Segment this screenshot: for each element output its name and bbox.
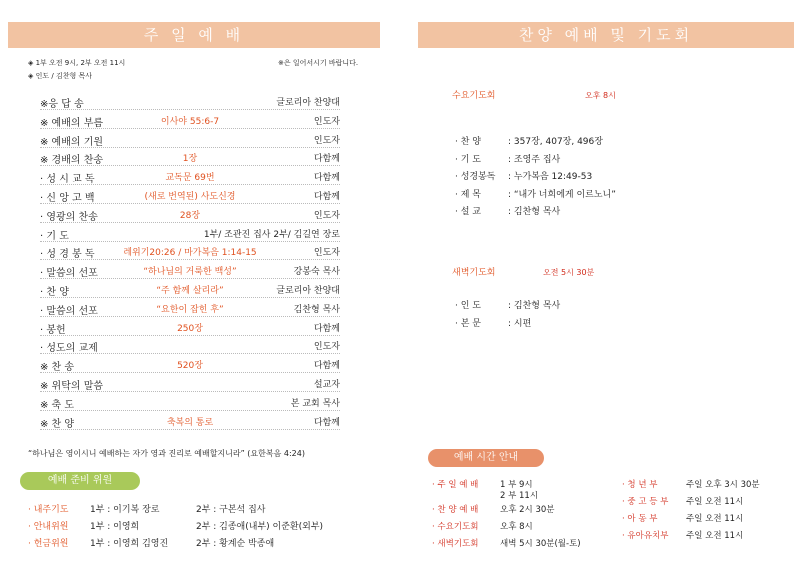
order-row bbox=[40, 93, 340, 110]
committee-role: · 안내위원 bbox=[28, 522, 69, 532]
row-divider bbox=[40, 165, 340, 166]
order-label: · 영광의 찬송 bbox=[40, 211, 98, 223]
schedule-time: 오후 2시 30분 bbox=[500, 505, 555, 515]
order-row bbox=[40, 375, 340, 392]
order-label: · 말씀의 선포 bbox=[40, 305, 98, 317]
order-row bbox=[40, 149, 340, 166]
order-detail: 이사야 55:6-7 bbox=[160, 116, 220, 127]
order-label: ※ 축 도 bbox=[40, 399, 75, 411]
schedule-time: 주일 오전 11시 bbox=[686, 514, 744, 524]
dawn-time: 오전 5시 30분 bbox=[543, 268, 595, 277]
scripture-quote: “하나님은 영이시니 예배하는 자가 영과 진리로 예배할지니라” (요한복음 4:24) bbox=[28, 449, 305, 458]
schedule-time: 새벽 5시 30분(월-토) bbox=[500, 539, 581, 549]
row-divider bbox=[40, 297, 340, 298]
wed-value: : 조영주 집사 bbox=[508, 154, 561, 165]
order-leader: 설교자 bbox=[313, 380, 340, 390]
order-leader: 글로리아 찬양대 bbox=[276, 286, 340, 296]
order-row bbox=[40, 243, 340, 260]
row-divider bbox=[40, 128, 340, 129]
order-row bbox=[40, 413, 340, 430]
order-leader: 글로리아 찬양대 bbox=[276, 98, 340, 108]
service-times: ◈ 1부 오전 9시, 2부 오전 11시 bbox=[28, 59, 126, 67]
order-detail: 축복의 통로 bbox=[166, 417, 214, 428]
wed-value: : “내가 너희에게 이르노니” bbox=[508, 189, 616, 200]
dawn-key: · 인 도 bbox=[455, 301, 481, 311]
schedule-time: 오후 8시 bbox=[500, 522, 533, 532]
order-leader: 다함께 bbox=[313, 323, 340, 334]
wednesday-title: 수요기도회 bbox=[452, 91, 496, 101]
row-divider bbox=[40, 241, 340, 242]
order-detail: (새로 번역된) 사도신경 bbox=[144, 192, 236, 202]
row-divider bbox=[40, 372, 340, 373]
row-divider bbox=[40, 410, 340, 411]
schedule-title: 예배 시간 안내 bbox=[428, 449, 544, 467]
order-label: · 성도의 교제 bbox=[40, 343, 98, 355]
wed-value: : 누가복음 12:49-53 bbox=[508, 172, 593, 182]
standing-note: ※은 일어서시기 바랍니다. bbox=[278, 59, 359, 67]
committee-first: 1부 : 이영희 bbox=[90, 522, 140, 532]
committee-second: 2부 : 황계순 박종애 bbox=[196, 539, 275, 549]
dawn-key: · 본 문 bbox=[455, 318, 481, 329]
order-row bbox=[40, 187, 340, 204]
order-label: ※ 위탁의 말씀 bbox=[40, 381, 104, 392]
order-row bbox=[40, 225, 340, 242]
row-divider bbox=[40, 203, 340, 204]
order-leader: 다함께 bbox=[313, 173, 340, 184]
order-leader: 1부/ 조관진 집사 2부/ 김길연 장로 bbox=[203, 229, 340, 240]
sunday-service-title: 주 일 예 배 bbox=[8, 22, 380, 48]
committee-first: 1부 : 이영희 김영진 bbox=[90, 539, 169, 549]
row-divider bbox=[40, 259, 340, 260]
schedule-name: · 주 일 예 배 bbox=[432, 480, 479, 490]
schedule-name: · 중 고 등 부 bbox=[622, 497, 669, 507]
order-leader: 인도자 bbox=[313, 135, 340, 146]
order-leader: 인도자 bbox=[313, 210, 340, 221]
row-divider bbox=[40, 353, 340, 354]
committee-second: 2부 : 김종애(내부) 이준환(외부) bbox=[196, 522, 324, 532]
leader-info: ◈ 인도 / 김찬형 목사 bbox=[28, 72, 92, 80]
order-label: · 말씀의 선포 bbox=[40, 268, 98, 280]
order-label: ※응 답 송 bbox=[40, 99, 84, 110]
order-label: ※ 예배의 기원 bbox=[40, 136, 104, 148]
order-leader: 인도자 bbox=[313, 248, 340, 259]
order-label: · 기 도 bbox=[40, 230, 69, 242]
dawn-value: : 시편 bbox=[508, 318, 532, 329]
row-divider bbox=[40, 278, 340, 279]
order-label: ※ 찬 양 bbox=[40, 418, 75, 430]
order-label: ※ 경배의 찬송 bbox=[40, 155, 104, 167]
committee-second: 2부 : 구본석 집사 bbox=[196, 505, 266, 515]
order-detail: 250장 bbox=[177, 323, 203, 334]
order-detail: 520장 bbox=[177, 361, 203, 372]
order-label: ※ 예배의 부름 bbox=[40, 117, 104, 129]
dawn-title: 새벽기도회 bbox=[452, 268, 496, 278]
order-leader: 다함께 bbox=[313, 361, 340, 372]
wednesday-time: 오후 8시 bbox=[585, 91, 616, 100]
order-label: · 봉헌 bbox=[40, 324, 66, 336]
order-leader: 인도자 bbox=[313, 116, 340, 127]
schedule-time: 주일 오후 3시 30분 bbox=[686, 480, 760, 490]
order-row bbox=[40, 356, 340, 373]
row-divider bbox=[40, 109, 340, 110]
order-detail: “하나님의 거룩한 백성” bbox=[143, 267, 237, 278]
order-row bbox=[40, 112, 340, 129]
order-label: · 찬 양 bbox=[40, 287, 69, 298]
wed-key: · 기 도 bbox=[455, 154, 481, 165]
wed-key: · 설 교 bbox=[455, 207, 481, 217]
schedule-name: · 아 동 부 bbox=[622, 514, 658, 524]
order-leader: 강봉숙 목사 bbox=[293, 267, 340, 278]
schedule-name: · 찬 양 예 배 bbox=[432, 505, 479, 515]
order-detail: “주 함께 살리라” bbox=[156, 286, 224, 296]
wed-key: · 찬 양 bbox=[455, 137, 481, 147]
wed-key: · 제 목 bbox=[455, 189, 481, 200]
order-label: · 성 시 교 독 bbox=[40, 174, 95, 186]
order-row bbox=[40, 262, 340, 279]
wed-value: : 357장, 407장, 496장 bbox=[508, 137, 603, 147]
order-label: ※ 찬 송 bbox=[40, 362, 75, 374]
schedule-time: 주일 오전 11시 bbox=[686, 531, 744, 541]
schedule-name: · 새벽기도회 bbox=[432, 539, 479, 549]
dawn-value: : 김찬형 목사 bbox=[508, 301, 561, 311]
order-leader: 본 교회 목사 bbox=[290, 398, 340, 409]
order-detail: 1장 bbox=[182, 154, 198, 165]
order-label: · 신 앙 고 백 bbox=[40, 193, 95, 204]
row-divider bbox=[40, 184, 340, 185]
order-row bbox=[40, 206, 340, 223]
row-divider bbox=[40, 429, 340, 430]
order-row bbox=[40, 300, 340, 317]
committee-first: 1부 : 이기복 장로 bbox=[90, 505, 160, 515]
order-leader: 인도자 bbox=[313, 342, 340, 353]
order-detail: 28장 bbox=[179, 210, 201, 221]
order-row bbox=[40, 281, 340, 298]
order-detail: “요한이 잡힌 후” bbox=[156, 304, 224, 315]
order-leader: 다함께 bbox=[313, 192, 340, 202]
order-leader: 다함께 bbox=[313, 154, 340, 165]
praise-service-title: 찬양 예배 및 기도회 bbox=[418, 22, 794, 48]
order-label: · 성 경 봉 독 bbox=[40, 249, 95, 261]
schedule-time-2: 2 부 11시 bbox=[500, 491, 539, 501]
order-row bbox=[40, 319, 340, 336]
schedule-time: 주일 오전 11시 bbox=[686, 497, 744, 507]
order-leader: 다함께 bbox=[313, 417, 340, 428]
schedule-name: · 수요기도회 bbox=[432, 522, 479, 532]
wed-key: · 성경봉독 bbox=[455, 172, 496, 182]
order-detail: 레위기20:26 / 마가복음 1:14-15 bbox=[123, 248, 257, 259]
row-divider bbox=[40, 222, 340, 223]
committee-role: · 내주기도 bbox=[28, 505, 69, 515]
row-divider bbox=[40, 147, 340, 148]
order-detail: 교독문 69번 bbox=[165, 173, 215, 184]
order-row bbox=[40, 337, 340, 354]
schedule-name: · 청 년 부 bbox=[622, 480, 658, 490]
committee-role: · 헌금위원 bbox=[28, 539, 69, 549]
order-row bbox=[40, 394, 340, 411]
row-divider bbox=[40, 316, 340, 317]
order-row bbox=[40, 131, 340, 148]
schedule-time: 1 부 9시 bbox=[500, 480, 533, 490]
row-divider bbox=[40, 335, 340, 336]
row-divider bbox=[40, 391, 340, 392]
order-row bbox=[40, 168, 340, 185]
schedule-name: · 유아유치부 bbox=[622, 531, 669, 541]
committee-title: 예배 준비 위원 bbox=[20, 472, 140, 490]
wed-value: : 김찬형 목사 bbox=[508, 207, 561, 217]
order-leader: 김찬형 목사 bbox=[293, 304, 340, 315]
